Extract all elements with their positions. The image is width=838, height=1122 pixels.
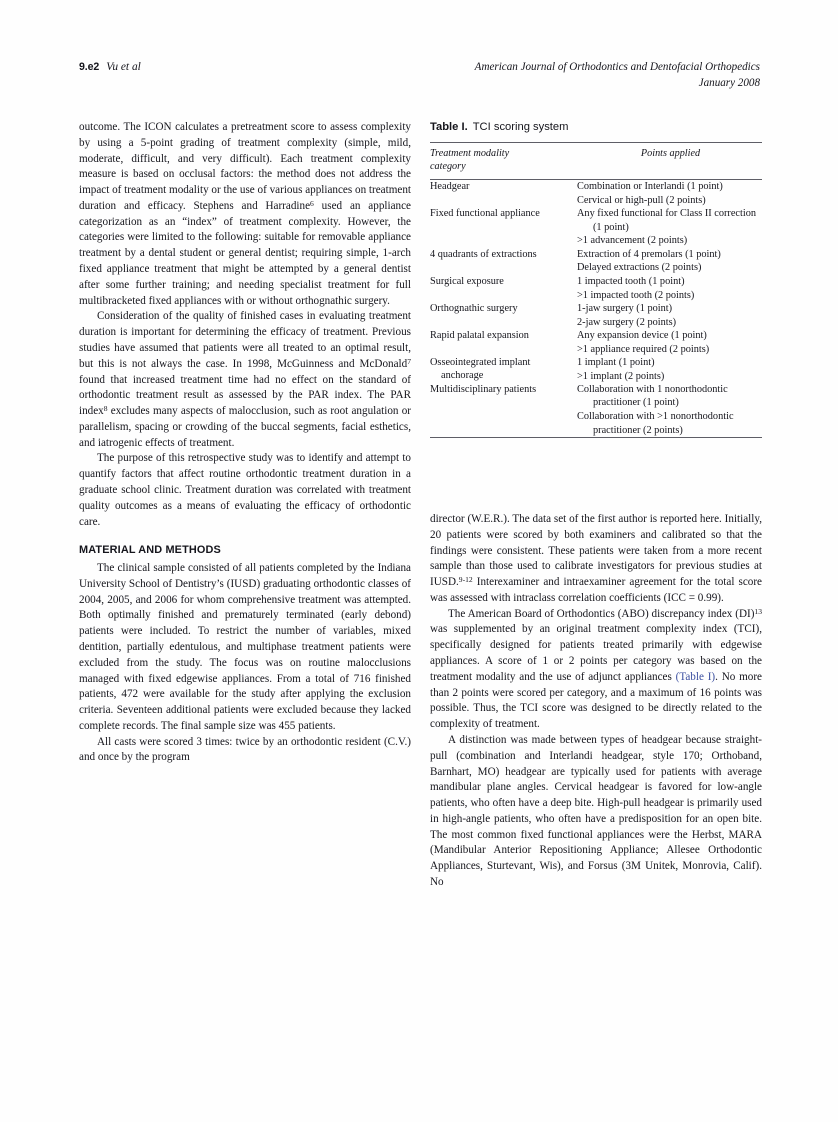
issue-date: January 2008	[698, 76, 760, 89]
row-category	[430, 248, 577, 275]
reference-marker-9-12: 9-12	[458, 574, 473, 584]
category-line: Fixed functional appliance	[430, 208, 540, 220]
points-line: 1 impacted tooth (1 point)	[577, 275, 685, 287]
paragraph-cast-scoring	[79, 735, 411, 767]
right-text-column	[430, 512, 762, 891]
points-line: Cervical or high-pull (2 points)	[577, 194, 706, 206]
category-line: Surgical exposure	[430, 275, 504, 287]
paragraph-text-cont2: excludes many aspects of malocclusion, such as root angulation or parallelism, spacing or crowding of the buccal segments, facial esthetics, and iatrogenic effects of treatment.	[79, 405, 411, 449]
paragraph-text: Consideration of the quality of finished cases in evaluating treatment duration is important for determining the efficacy of treatment. Previous studies have assumed that patients were all treated to an optimal result, but this is not always the case. In 1998, McGuinness and McDonald	[79, 310, 411, 370]
running-head-right	[475, 60, 760, 91]
points-line: Extraction of 4 premolars (1 point)	[577, 248, 721, 260]
row-category	[430, 383, 577, 437]
points-line: 1-jaw surgery (1 point)	[577, 302, 673, 314]
row-points	[577, 248, 762, 275]
table-number: Table I.	[430, 121, 468, 133]
left-text-column	[79, 120, 411, 766]
points-line: 1 implant (1 point)	[577, 357, 655, 369]
paragraph-abo-discrepancy-index	[430, 607, 762, 733]
row-category	[430, 356, 577, 383]
points-line: Any expansion device (1 point)	[577, 329, 707, 341]
table-bottom-rule	[430, 437, 762, 438]
category-line: Rapid palatal expansion	[430, 329, 529, 341]
row-category	[430, 302, 577, 329]
paragraph-text: director (W.E.R.). The data set of the first author is reported here. Initially, 20 patients were scored by both examiners and calibrated so that the findings were consistent. These patients were taken from a more recent sample than those used to calibrate investigators for previous studies at IUSD.	[430, 513, 762, 589]
category-line: Multidisciplinary patients	[430, 384, 537, 396]
table-header-row	[430, 143, 762, 179]
row-points	[577, 275, 762, 302]
running-head-authors: Vu et al	[106, 61, 141, 73]
column-header-line-2: category	[430, 160, 466, 172]
category-line: Osseointegrated implant	[430, 357, 531, 369]
table-row	[430, 248, 762, 275]
row-points	[577, 180, 762, 207]
table-caption	[430, 120, 762, 135]
category-line: Orthognathic surgery	[430, 302, 518, 314]
table-row	[430, 180, 762, 207]
table-row	[430, 329, 762, 356]
points-line: >1 implant (2 points)	[577, 370, 665, 382]
column-header-treatment-modality	[430, 143, 573, 179]
reference-marker-7: 7	[407, 356, 411, 366]
row-category	[430, 180, 577, 207]
reference-marker-8: 8	[103, 403, 108, 413]
table-row	[430, 207, 762, 247]
points-line: >1 impacted tooth (2 points)	[577, 289, 695, 301]
table-1-grid	[430, 143, 762, 179]
row-points	[577, 356, 762, 383]
paragraph-text: outcome. The ICON calculates a pretreatment score to assess complexity by using a 5-point grading of treatment complexity (simple, mild, moderate, difficult, and very difficult). Each treatment complexity measure is based on occlusal factors: the method does not address the impact of treatment modality or the use of various appliances on treatment duration and efficacy. Stephens and Harradine	[79, 121, 411, 212]
category-line-continuation: anchorage	[441, 370, 484, 382]
table-head	[430, 143, 762, 179]
table-row	[430, 275, 762, 302]
points-line: >1 advancement (2 points)	[577, 235, 688, 247]
paragraph-text: The American Board of Orthodontics (ABO) discrepancy index (DI)	[448, 607, 755, 620]
column-header-points-applied: Points applied	[640, 148, 701, 159]
row-points	[577, 329, 762, 356]
table-title: TCI scoring system	[472, 121, 569, 133]
paragraph-finished-case-quality	[79, 309, 411, 451]
category-line: 4 quadrants of extractions	[430, 248, 537, 260]
table-row	[430, 302, 762, 329]
page-folio: 9.e2	[79, 61, 100, 73]
points-line: Collaboration with >1 nonorthodontic practitioner (2 points)	[577, 411, 734, 436]
row-category	[430, 329, 577, 356]
table-1-tci-scoring-system	[430, 120, 762, 438]
paragraph-headgear-types	[430, 733, 762, 891]
row-points	[577, 207, 762, 247]
paragraph-text: All casts were scored 3 times: twice by an orthodontic resident (C.V.) and once by the program	[79, 735, 411, 764]
paragraph-text-cont: was supplemented by an original treatment complexity index (TCI), specifically designed for patients treated primarily with edgewise appliances. A score of 1 or 2 points per category was based on the treatment modality and the use of adjunct appliances	[430, 623, 762, 683]
table-row	[430, 356, 762, 383]
paragraph-icon-scoring	[79, 120, 411, 309]
running-head	[79, 60, 760, 98]
paragraph-text: The purpose of this retrospective study was to identify and attempt to quantify factors that affect routine orthodontic treatment duration in a graduate school clinic. Treatment duration was correlated with treatment quality outcomes as a means of evaluating the efficacy of orthodontic care.	[79, 452, 411, 528]
running-head-left	[79, 60, 141, 74]
section-heading-material-and-methods: MATERIAL AND METHODS	[79, 544, 221, 557]
row-points	[577, 383, 762, 437]
column-header-line-1: Treatment modality	[430, 148, 510, 159]
paragraph-text-cont: used an appliance categorization as an “index” of treatment complexity. However, the categories were limited to the following: suitable for removable appliance treatment by a dental student or general dentist; requiring simple, 1-arch fixed appliance treatment that might be attempted by a general dentist after some further training; and needing specialist treatment for full multibracketed fixed appliances with or without orthognathic surgery.	[79, 199, 411, 307]
paragraph-clinical-sample	[79, 561, 411, 735]
paragraph-text-cont: Interexaminer and intraexaminer agreement for the total score was assessed with intraclass correlation coefficients (ICC = 0.99).	[430, 576, 762, 604]
table-cross-reference-link[interactable]: (Table I)	[675, 670, 716, 683]
paragraph-study-purpose	[79, 451, 411, 530]
row-category	[430, 275, 577, 302]
reference-marker-13: 13	[754, 606, 762, 616]
paragraph-text: A distinction was made between types of headgear because straight-pull (combination and Interlandi headgear, style 170; Orthoband, Barnhart, MO) headgear are typically used for patients with average mandibular plane angles. Cervical headgear is favored for low-angle patients, who often have a deep bite. High-pull headgear is primarily used in high-angle patients, who often have a predisposition for an open bite. The most common fixed functional appliances were the Herbst, MARA (Mandibular Anterior Repositioning Appliance; Allesee Orthodontic Appliances, Sturtevant, Wis), and Forsus (3M Unitek, Monrovia, Calif). No	[430, 733, 762, 888]
points-line: 2-jaw surgery (2 points)	[577, 316, 677, 328]
journal-title: American Journal of Orthodontics and Dentofacial Orthopedics	[474, 61, 760, 73]
points-line: Any fixed functional for Class II correction (1 point)	[577, 208, 756, 233]
paragraph-examiner-calibration	[430, 512, 762, 607]
points-line: Combination or Interlandi (1 point)	[577, 181, 723, 193]
table-1-body	[430, 180, 762, 437]
points-line: Delayed extractions (2 points)	[577, 262, 702, 274]
category-line: Headgear	[430, 181, 470, 193]
paragraph-text: The clinical sample consisted of all patients completed by the Indiana University School of Dentistry’s (IUSD) graduating orthodontic classes of 2004, 2005, and 2006 for whom comprehensive treatment was attempted. Both optimally finished and prematurely terminated (early debond) patients were included. To restrict the number of variables, mixed dentition, partially edentulous, and multiphase treatment patients were excluded from the study. The focus was on routine malocclusions managed with fixed edgewise appliances. From a total of 716 finished patients, 472 were available for the study after applying the exclusion criteria. Seventeen additional patients were excluded because they lacked complete records. The final sample size was 455 patients.	[79, 562, 411, 732]
points-line: >1 appliance required (2 points)	[577, 343, 710, 355]
table-row	[430, 383, 762, 437]
paragraph-text-cont: found that increased treatment time had no effect on the standard of orthodontic treatment result as assessed by the PAR index. The PAR index	[79, 373, 411, 418]
row-points	[577, 302, 762, 329]
points-line: Collaboration with 1 nonorthodontic practitioner (1 point)	[577, 384, 728, 409]
paragraph-text-cont2: . No more than 2 points were scored per category, and a maximum of 16 points was possible. Thus, the TCI score was designed to be directly related to the complexity of treatment.	[430, 670, 762, 731]
row-category	[430, 207, 577, 247]
reference-marker-6: 6	[310, 198, 314, 208]
